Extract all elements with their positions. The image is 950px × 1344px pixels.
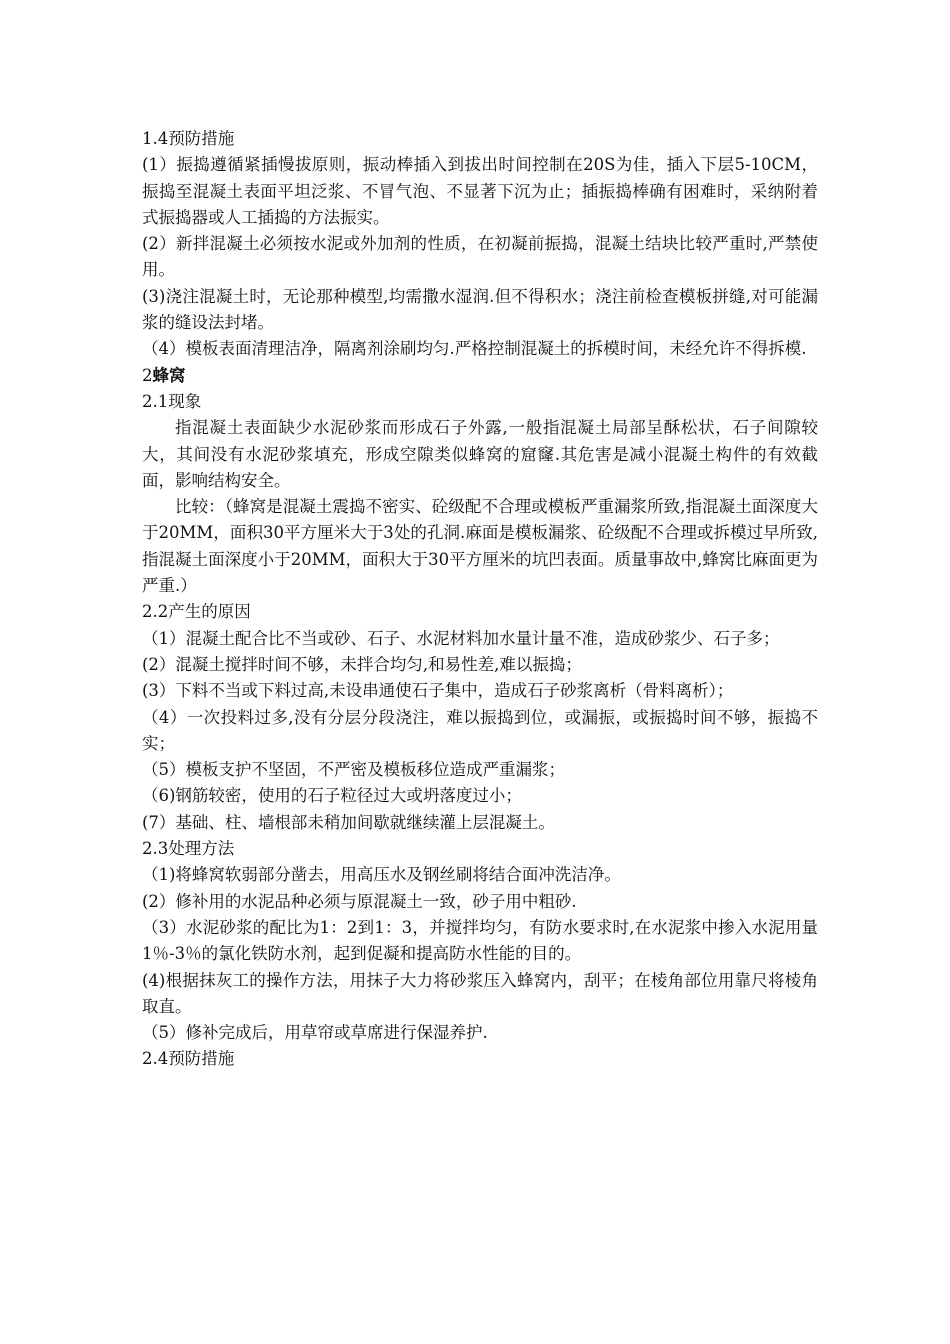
section-heading-2-2: 2.2产生的原因 xyxy=(142,602,251,622)
method-item-1: （1)将蜂窝软弱部分凿去，用高压水及钢丝刷将结合面冲洗洁净。 xyxy=(142,865,621,885)
method-item-5: （5）修补完成后，用草帘或草席进行保湿养护. xyxy=(142,1023,488,1043)
paragraph-1-4-3: (3)浇注混凝土时，无论那种模型,均需撒水湿润.但不得积水；浇注前检查模板拼缝,对可能漏浆的缝设法封堵。 xyxy=(142,286,818,333)
chapter-heading-2 xyxy=(142,363,818,389)
cause-item-1: （1）混凝土配合比不当或砂、石子、水泥材料加水量计量不准，造成砂浆少、石子多； xyxy=(142,628,780,648)
cause-item-4: （4）一次投料过多,没有分层分段浇注，难以振捣到位，或漏振，或振捣时间不够，振捣不实； xyxy=(142,707,818,753)
chapter-title: 蜂窝 xyxy=(152,365,186,385)
cause-item-2: (2）混凝土搅拌时间不够，未拌合均匀,和易性差,难以振捣； xyxy=(142,654,582,674)
section-heading-2-4: 2.4预防措施 xyxy=(142,1049,235,1069)
method-item-3: （3）水泥砂浆的配比为1：2到1：3，并搅拌均匀，有防水要求时,在水泥浆中掺入水泥用量1％-3％的氯化铁防水剂，起到促凝和提高防水性能的目的。 xyxy=(142,917,818,964)
section-heading-2-3: 2.3处理方法 xyxy=(142,839,235,859)
cause-item-7: (7）基础、柱、墙根部未稍加间歇就继续灌上层混凝土。 xyxy=(142,812,555,832)
section-heading-1-4: 1.4预防措施 xyxy=(142,129,235,148)
paragraph-1-4-2: (2）新拌混凝土必须按水泥或外加剂的性质，在初凝前振捣，混凝土结块比较严重时,严禁使用。 xyxy=(142,234,818,280)
paragraph-phenomenon: 指混凝土表面缺少水泥砂浆而形成石子外露,一般指混凝土局部呈酥松状，石子间隙较大，其间没有水泥砂浆填充，形成空隙类似蜂窝的窟窿.其危害是减小混凝土构件的有效截面，影响结构安全。 xyxy=(142,418,818,490)
method-item-2: (2）修补用的水泥品种必须与原混凝土一致，砂子用中粗砂. xyxy=(142,891,577,911)
cause-item-6: （6)钢筋较密，使用的石子粒径过大或坍落度过小； xyxy=(142,786,522,806)
method-item-4: (4)根据抹灰工的操作方法，用抹子大力将砂浆压入蜂窝内，刮平；在棱角部位用靠尺将棱角取直。 xyxy=(142,970,818,1016)
section-heading-2-1: 2.1现象 xyxy=(142,391,202,411)
paragraph-comparison: 比较：（蜂窝是混凝土震捣不密实、砼级配不合理或模板严重漏浆所致,指混凝土面深度大于20MM，面积30平方厘米大于3处的孔洞.麻面是模板漏浆、砼级配不合理或拆模过早所致,指混凝土面深度小于20MM，面积大于30平方厘米的坑凹表面。质量事故中,蜂窝比麻面更为严重.） xyxy=(142,497,818,596)
paragraph-1-4-4: （4）模板表面清理洁净，隔离剂涂刷均匀.严格控制混凝土的拆模时间，未经允许不得拆模. xyxy=(142,339,807,359)
paragraph-1-4-1: (1）振捣遵循紧插慢拔原则，振动棒插入到拔出时间控制在20S为佳，插入下层5-10CM，振捣至混凝土表面平坦泛浆、不冒气泡、不显著下沉为止；插振捣棒确有困难时，采纳附着式振捣器或人工插捣的方法振实。 xyxy=(142,155,818,227)
cause-item-3: (3）下料不当或下料过高,未设串通使石子集中，造成石子砂浆离析（骨料离析）； xyxy=(142,681,734,701)
chapter-number: 2 xyxy=(142,365,153,385)
cause-item-5: （5）模板支护不坚固，不严密及模板移位造成严重漏浆； xyxy=(142,760,565,780)
document-body xyxy=(142,126,818,1073)
